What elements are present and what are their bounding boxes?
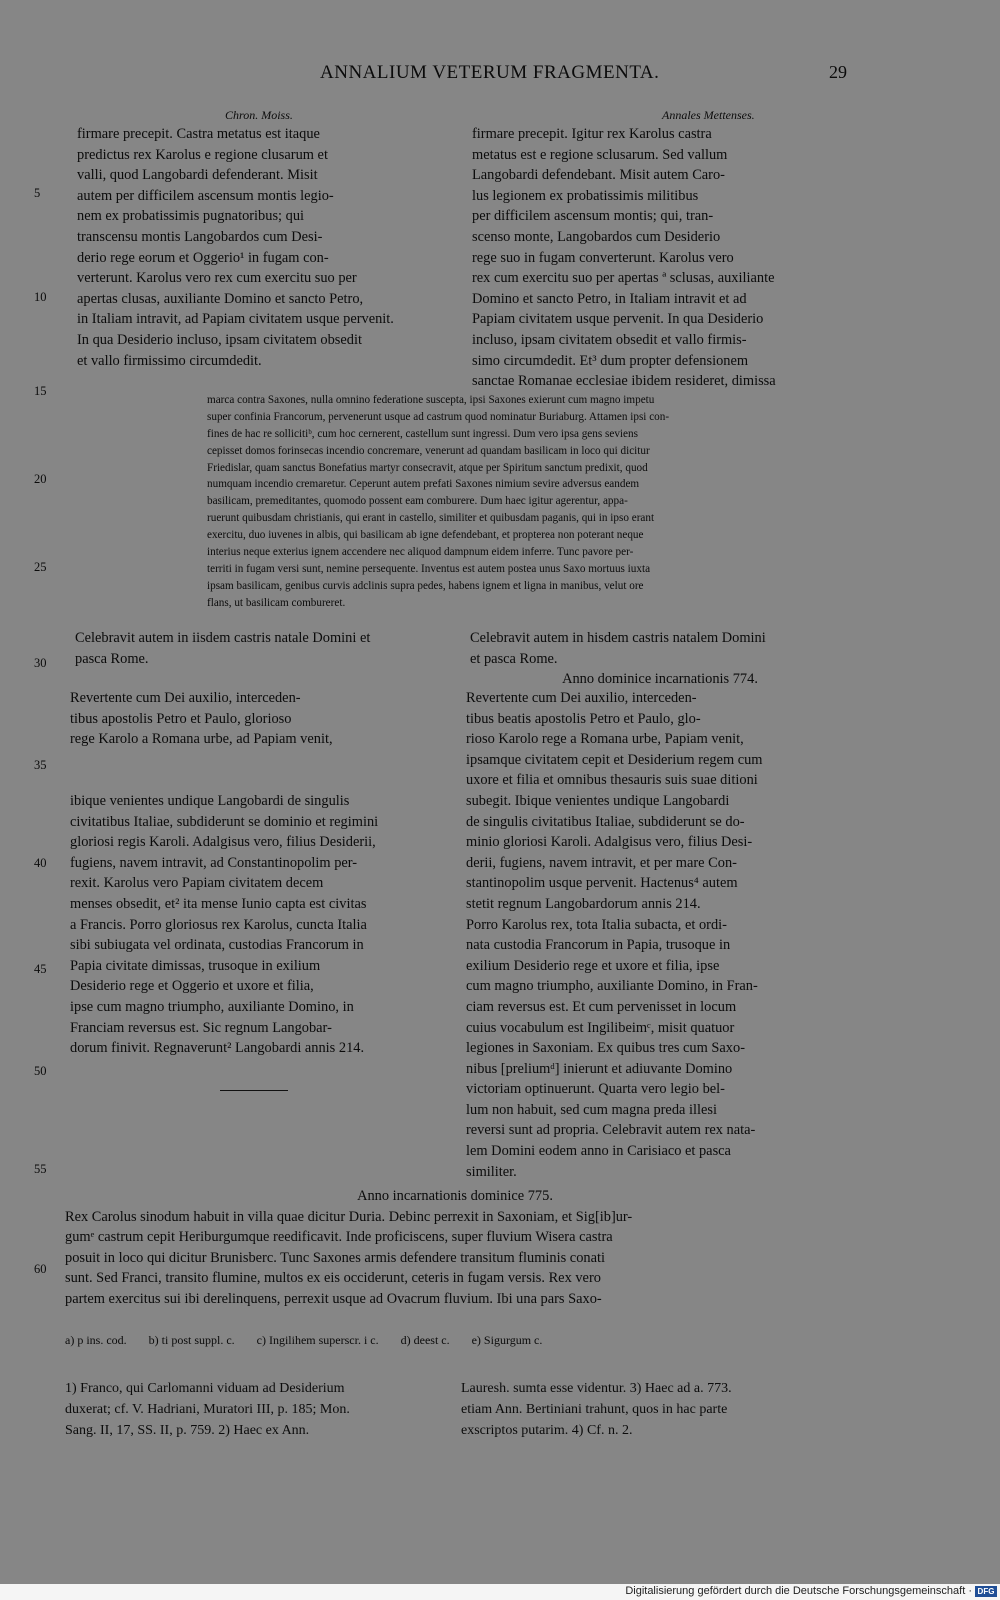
text-line: transcensu montis Langobardos cum Desi- <box>77 228 323 245</box>
text-line: legiones in Saxoniam. Ex quibus tres cum Saxo- <box>466 1040 745 1057</box>
line-number: 50 <box>34 1064 47 1078</box>
text-line: Revertente cum Dei auxilio, interceden- <box>466 690 697 706</box>
line-number: 55 <box>34 1162 47 1176</box>
page-header <box>0 62 1000 90</box>
text-line: nata custodia Francorum in Papia, trusoque in <box>466 937 731 954</box>
line-number: 40 <box>34 856 47 870</box>
text-line: cum magno triumpho, auxiliante Domino, in Fran- <box>466 978 758 995</box>
text-line: gloriosi regis Karoli. Adalgisus vero, filius Desiderii, <box>70 834 376 851</box>
text-line: apertas clusas, auxiliante Domino et sancto Petro, <box>77 290 364 307</box>
text-line: Lauresh. sumta esse videntur. 3) Haec ad a. 773. <box>461 1381 732 1396</box>
text-line: Celebravit autem in iisdem castris natale Domini et <box>75 630 371 646</box>
text-line: duxerat; cf. V. Hadriani, Muratori III, p. 185; Mon. <box>65 1402 350 1417</box>
text-line: rege suo in fugam converterunt. Karolus vero <box>472 249 734 266</box>
text-line: lus legionem ex probatissimis militibus <box>472 187 699 204</box>
credit-text: Digitalisierung gefördert durch die Deutsche Forschungsgemeinschaft · <box>625 1585 972 1597</box>
text-line: exilium Desiderio rege et uxore et filia, ipse <box>466 957 720 974</box>
section-rule <box>220 1090 288 1091</box>
spanning-small-text <box>207 392 847 612</box>
right-column-text-b <box>470 628 850 690</box>
text-line: interius neque exterius ignem accendere nec aliquod dampnum eidem inferre. Tunc pavore per- <box>207 546 634 559</box>
text-line: simo circumdedit. Et³ dum propter defensionem <box>472 352 749 369</box>
line-number: 15 <box>34 384 47 398</box>
text-line: cepisset domos forinsecas incendio concremare, venerunt ad quandam basilicam in loco qui dicitur <box>207 444 650 457</box>
text-line: Papia civitate dimissas, trusoque in exilium <box>70 957 321 974</box>
text-line: rexit. Karolus vero Papiam civitatem decem <box>70 875 324 892</box>
line-number: 5 <box>34 186 41 200</box>
text-line: similiter. <box>466 1163 517 1180</box>
left-column-text-b <box>75 628 455 669</box>
right-column-text-c <box>466 688 846 1182</box>
text-line: rioso Karolo rege a Romana urbe, Papiam venit, <box>466 731 744 748</box>
text-line: Anno incarnationis dominice 775. <box>357 1188 553 1204</box>
apparatus-note: c) Ingilihem superscr. i c. <box>256 1333 379 1347</box>
text-line: in Italiam intravit, ad Papiam civitatem usque pervenit. <box>77 311 394 328</box>
text-line: rex cum exercitu suo per apertas ª sclusas, auxiliante <box>472 270 775 287</box>
text-line: metatus est e regione sclusarum. Sed vallum <box>472 146 728 163</box>
text-line: flans, ut basilicam combureret. <box>207 596 346 609</box>
digitization-credit-bar <box>0 1584 1000 1600</box>
text-line: de singulis civitatibus Italiae, subdiderunt se do- <box>466 813 745 830</box>
text-line: derio rege eorum et Oggerio¹ in fugam con- <box>77 249 329 266</box>
apparatus-note: a) p ins. cod. <box>65 1333 127 1347</box>
text-line: sibi subiugata vel ordinata, custodias Francorum in <box>70 937 364 954</box>
text-line: cuius vocabulum est Ingilibeimᶜ, misit quatuor <box>466 1019 735 1036</box>
text-line: predictus rex Karolus e regione clusarum et <box>77 146 328 163</box>
text-line: Desiderio rege et Oggerio et uxore et filia, <box>70 978 314 995</box>
text-line: lem Domini eodem anno in Carisiaco et pasca <box>466 1143 731 1160</box>
line-number: 30 <box>34 656 47 670</box>
text-line: tibus apostolis Petro et Paulo, glorioso <box>70 710 292 727</box>
text-line: basilicam, premeditantes, quomodo possent eam comburere. Dum haec igitur agerentur, appa- <box>207 495 628 508</box>
text-line: fines de hac re sollicitiᵇ, cum hoc cernerent, castellum sunt ingressi. Dum vero ipsa gens seviens <box>207 427 638 440</box>
text-line: verterunt. Karolus vero rex cum exercitu suo per <box>77 270 357 287</box>
spanning-text-775 <box>65 1186 845 1310</box>
text-line: stetit regnum Langobardorum annis 214. <box>466 895 701 912</box>
text-line: marca contra Saxones, nulla omnino federatione suscepta, ipsi Saxones exierunt cum magno impetu <box>207 394 655 406</box>
text-line: firmare precepit. Igitur rex Karolus castra <box>472 126 712 142</box>
text-line: reversi sunt ad propria. Celebravit autem rex nata- <box>466 1122 756 1139</box>
text-line: ipsamque civitatem cepit et Desiderium regem cum <box>466 751 763 768</box>
text-line: ciam reversus est. Et cum pervenisset in locum <box>466 998 737 1015</box>
left-column-text-a <box>77 124 457 371</box>
line-number: 20 <box>34 472 47 486</box>
footnotes-right <box>461 1378 846 1441</box>
text-line: uxore et filia et omnibus thesauris suis suae ditioni <box>466 772 758 789</box>
text-line: firmare precepit. Castra metatus est itaque <box>77 126 320 142</box>
text-line: incluso, ipsam civitatem obsedit et vallo firmis- <box>472 331 747 348</box>
footnotes-left <box>65 1378 455 1441</box>
apparatus-note: e) Sigurgum c. <box>471 1333 543 1347</box>
text-line: 1) Franco, qui Carlomanni viduam ad Desiderium <box>65 1381 345 1396</box>
text-line: stantinopolim usque pervenit. Hactenus⁴ autem <box>466 875 738 892</box>
apparatus-note: b) ti post suppl. c. <box>148 1333 235 1347</box>
text-line: In qua Desiderio incluso, ipsam civitatem obsedit <box>77 331 362 348</box>
line-number: 25 <box>34 560 47 574</box>
text-line: ruerunt quibusdam christianis, qui erant in castello, similiter et quibusdam paganis, qui in ipso erant <box>207 512 655 525</box>
line-number: 35 <box>34 758 47 772</box>
text-line: menses obsedit, et² ita mense Iunio capta est civitas <box>70 895 367 912</box>
text-line: nem ex probatissimis pugnatoribus; qui <box>77 208 305 225</box>
text-line: super confinia Francorum, pervenerunt usque ad castrum quod nominatur Buriaburg. Attamen ipsi con- <box>207 410 670 423</box>
text-line: scenso monte, Langobardos cum Desiderio <box>472 228 721 245</box>
text-line: ibique venientes undique Langobardi de singulis <box>70 792 350 809</box>
text-line <box>70 750 455 771</box>
text-line: posuit in loco qui dicitur Brunisberc. Tunc Saxones armis defendere transitum fluminis conati <box>65 1249 605 1266</box>
text-line: dorum finivit. Regnaverunt² Langobardi annis 214. <box>70 1040 365 1057</box>
page-number: 29 <box>829 62 847 82</box>
critical-apparatus <box>65 1333 845 1348</box>
text-line: Porro Karolus rex, tota Italia subacta, et ordi- <box>466 916 727 933</box>
running-title: ANNALIUM VETERUM FRAGMENTA. <box>320 62 660 83</box>
text-line: Anno dominice incarnationis 774. <box>562 671 758 688</box>
text-line: numquam incendio cremaretur. Ceperunt autem prefati Saxones nimium sevire adversus eandem <box>207 478 640 491</box>
text-line: et vallo firmissimo circumdedit. <box>77 352 262 369</box>
text-line: etiam Ann. Bertiniani trahunt, quos in hac parte <box>461 1402 728 1417</box>
text-line: Papiam civitatem usque pervenit. In qua Desiderio <box>472 311 764 328</box>
text-line: Revertente cum Dei auxilio, interceden- <box>70 690 301 706</box>
text-line: lum non habuit, sed cum magna preda illesi <box>466 1101 717 1118</box>
text-line: tibus beatis apostolis Petro et Paulo, glo- <box>466 710 701 727</box>
right-column-source: Annales Mettenses. <box>662 108 755 122</box>
text-line <box>70 770 455 791</box>
text-line: exercitu, duo iuvenes in albis, qui basilicam ab igne defendebant, et propterea non poterant neque <box>207 529 644 542</box>
text-line: a Francis. Porro gloriosus rex Karolus, cuncta Italia <box>70 916 367 933</box>
text-line: et pasca Rome. <box>470 650 558 667</box>
text-line: sunt. Sed Franci, transito flumine, multos ex eis occiderunt, ceteris in fugam versis. Rex vero <box>65 1270 601 1287</box>
text-line: Celebravit autem in hisdem castris natalem Domini <box>470 630 766 646</box>
text-line: Langobardi defendebant. Misit autem Caro- <box>472 167 725 184</box>
text-line: Sang. II, 17, SS. II, p. 759. 2) Haec ex Ann. <box>65 1423 310 1438</box>
text-line: minio gloriosi Karoli. Adalgisus vero, filius Desi- <box>466 834 753 851</box>
text-line: valli, quod Langobardi defenderant. Misit <box>77 167 318 184</box>
left-column-source: Chron. Moiss. <box>225 108 293 122</box>
text-line: nibus [preliumᵈ] inierunt et adiuvante Domino <box>466 1060 733 1077</box>
text-line: gumᵉ castrum cepit Heriburgumque reedificavit. Inde proficiscens, super fluvium Wisera castra <box>65 1229 613 1246</box>
text-line: pasca Rome. <box>75 650 149 667</box>
text-line: derii, fugiens, navem intravit, et per mare Con- <box>466 854 737 871</box>
text-line: Franciam reversus est. Sic regnum Langobar- <box>70 1019 332 1036</box>
text-line: victoriam optinuerunt. Quarta vero legio bel- <box>466 1081 725 1098</box>
right-column-text-a <box>472 124 847 392</box>
text-line: ipsam basilicam, genibus curvis adclinis supra pedes, habens ignem et ligna in manibus, velut ore <box>207 579 644 592</box>
text-line: rege Karolo a Romana urbe, ad Papiam venit, <box>70 731 333 748</box>
text-line: subegit. Ibique venientes undique Langobardi <box>466 792 730 809</box>
text-line: civitatibus Italiae, subdiderunt se dominio et regimini <box>70 813 379 830</box>
line-number: 60 <box>34 1262 47 1276</box>
text-line: per difficilem ascensum montis; qui, tran- <box>472 208 714 225</box>
text-line: Domino et sancto Petro, in Italiam intravit et ad <box>472 290 747 307</box>
text-line: autem per difficilem ascensum montis legio- <box>77 187 334 204</box>
text-line: Friedislar, quam sanctus Bonefatius martyr consecravit, atque per Spiritum sanctum predixit, quod <box>207 461 648 474</box>
text-line: partem exercitus sui ibi derelinquens, perrexit usque ad Ovacrum fluvium. Ibi una pars Saxo- <box>65 1290 602 1307</box>
apparatus-note: d) deest c. <box>400 1333 450 1347</box>
text-line: Rex Carolus sinodum habuit in villa quae dicitur Duria. Debinc perrexit in Saxoniam, et Sig[ib]ur- <box>65 1208 633 1225</box>
text-line: territi in fugam versi sunt, nemine persequente. Inventus est autem postea unus Saxo mortuus iuxta <box>207 562 651 575</box>
left-column-text-c <box>70 688 455 1059</box>
text-line: fugiens, navem intravit, ad Constantinopolim per- <box>70 854 358 871</box>
dfg-logo: DFG <box>975 1586 997 1597</box>
text-line: sanctae Romanae ecclesiae ibidem resideret, dimissa <box>472 373 776 390</box>
line-number: 10 <box>34 290 47 304</box>
line-number: 45 <box>34 962 47 976</box>
text-line: exscriptos putarim. 4) Cf. n. 2. <box>461 1423 633 1438</box>
text-line: ipse cum magno triumpho, auxiliante Domino, in <box>70 998 354 1015</box>
